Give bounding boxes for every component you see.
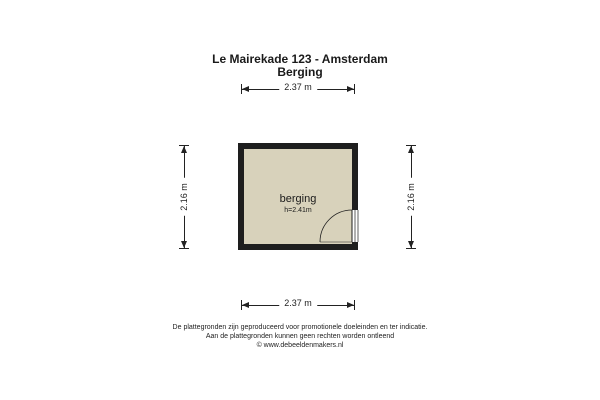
plan-address-title: Le Mairekade 123 - Amsterdam <box>212 52 388 66</box>
dimension-left-label: 2.16 m <box>179 178 189 216</box>
plan-floor-title: Berging <box>277 65 323 79</box>
room-height-label: h=2.41m <box>284 207 312 214</box>
dimension-right-label: 2.16 m <box>406 178 416 216</box>
dimension-bottom-label: 2.37 m <box>279 298 317 308</box>
copyright-line: © www.debeeldenmakers.nl <box>256 342 344 349</box>
room-name-label: berging <box>279 193 317 205</box>
disclaimer-line-2: Aan de plattegronden kunnen geen rechten worden ontleend <box>205 333 395 340</box>
dimension-top-label: 2.37 m <box>279 82 317 92</box>
disclaimer-line-1: De plattegronden zijn geproduceerd voor promotionele doeleinden en ter indicatie. <box>172 324 428 331</box>
